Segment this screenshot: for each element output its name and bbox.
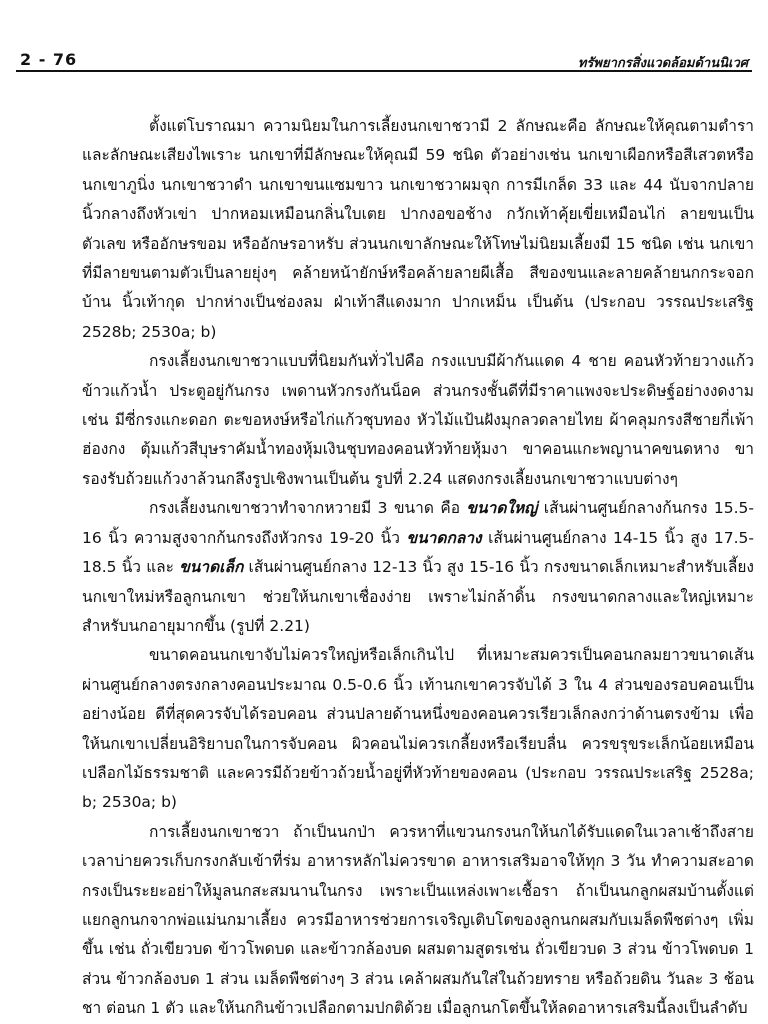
paragraph-perch-size: ขนาดคอนนกเขาจับไม่ควรใหญ่หรือเล็กเกินไป ที่เหมาะสมควรเป็นคอนกลมยาวขนาดเส้นผ่านศูนย์กลางตรงกลางคอนประมาณ 0.5-0.6 นิ้ว เท้านกเขาควรจับได้ 3 ใน 4 ส่วนของรอบคอนเป็นอย่างน้อย ดีที่สุดควรจับได้รอบคอน ส่วนปลายด้านหนึ่งของคอนควรเรียวเล็กลงกว่าด้านตรงข้าม เพื่อให้นกเขาเปลี่ยนอิริยาบถในการจับคอน ผิวคอนไม่ควรเกลี้ยงหรือเรียบลื่น ควรขรุขระเล็กน้อยเหมือนเปลือกไม้ธรรมชาติ และควรมีถ้วยข้าวถ้วยน้ำอยู่ที่หัวท้ายของคอน (ประกอบ วรรณประเสริฐ 2528a; b; 2530a; b) (82, 646, 754, 812)
size-medium-term: ขนาดกลาง (406, 528, 482, 547)
running-title: ทรัพยากรสิ่งแวดล้อมด้านนิเวศ (577, 56, 748, 71)
cage-sizes-text: เส้นผ่านศูนย์กลาง 12-13 นิ้ว สูง 15-16 นิ้ว กรงขนาดเล็กเหมาะสำหรับเลี้ยงนกเขาใหม่หรือลูกนกเขา ช่วยให้นกเขาเชื่องง่าย เพราะไม่กล้าดิ้น กรงขนาดกลางและใหญ่เหมาะสำหรับนกอายุมากขึ้น (รูปที่ 2.21) (82, 558, 754, 635)
paragraph-bird-characteristics: ตั้งแต่โบราณมา ความนิยมในการเลี้ยงนกเขาชวามี 2 ลักษณะคือ ลักษณะให้คุณตามตำรา และลักษณะเสียงไพเราะ นกเขาที่มีลักษณะให้คุณมี 59 ชนิด ตัวอย่างเช่น นกเขาเผือกหรือสีเสวตหรือนกเขาภูนิ่ง นกเขาชวาดำ นกเขาขนแซมขาว นกเขาชวาผมจุก การมีเกล็ด 33 และ 44 นับจากปลายนิ้วกลางถึงหัวเข่า ปากหอมเหมือนกลิ่นใบเตย ปากงอขอช้าง กวักเท้าคุ้ยเขี่ยเหมือนไก่ ลายขนเป็นตัวเลข หรืออักษรขอม หรืออักษรอาหรับ ส่วนนกเขาลักษณะให้โทษไม่นิยมเลี้ยงมี 15 ชนิด เช่น นกเขาที่มีลายขนตามตัวเป็นลายยุ่งๆ คล้ายหน้ายักษ์หรือคล้ายลายผีเสื้อ สีของขนและลายคล้ายนกกระจอกบ้าน นิ้วเท้ากุด ปากห่างเป็นช่องลม ฝ่าเท้าสีแดงมาก ปากเหม็น เป็นต้น (ประกอบ วรรณประเสริฐ 2528b; 2530a; b) (82, 117, 754, 341)
page-header (16, 50, 752, 72)
header-rule (16, 70, 752, 72)
paragraph-bird-care: การเลี้ยงนกเขาชวา ถ้าเป็นนกป่า ควรหาที่แขวนกรงนกให้นกได้รับแดดในเวลาเช้าถึงสาย เวลาบ่ายควรเก็บกรงกลับเข้าที่ร่ม อาหารหลักไม่ควรขาด อาหารเสริมอาจให้ทุก 3 วัน ทำความสะอาดกรงเป็นระยะอย่าให้มูลนกสะสมนานในกรง เพราะเป็นแหล่งเพาะเชื้อรา ถ้าเป็นนกลูกผสมบ้านตั้งแต่แยกลูกนกจากพ่อแม่นกมาเลี้ยง ควรมีอาหารช่วยการเจริญเติบโตของลูกนกผสมกับเมล็ดพืชต่างๆ เพิ่มขึ้น เช่น ถั่วเขียวบด ข้าวโพดบด และข้าวกล้องบด ผสมตามสูตรเช่น ถั่วเขียวบด 3 ส่วน ข้าวโพดบด 1 ส่วน ข้าวกล้องบด 1 ส่วน เมล็ดพืชต่างๆ 3 ส่วน เคล้าผสมกันใส่ในถ้วยทราย หรือถ้วยดิน วันละ 3 ช้อนชา ต่อนก 1 ตัว และให้นกกินข้าวเปลือกตามปกติด้วย เมื่อลูกนกโตขึ้นให้ลดอาหารเสริมนี้ลงเป็นลำดับ (82, 822, 754, 1018)
body-text (82, 112, 754, 1024)
size-small-term: ขนาดเล็ก (179, 558, 244, 577)
paragraph-cage-styles: กรงเลี้ยงนกเขาชวาแบบที่นิยมกันทั่วไปคือ กรงแบบมีผ้ากันแดด 4 ชาย คอนหัวท้ายวางแก้วข้าวแก้วน้ำ ประตูอยู่กันกรง เพดานหัวกรงกันน็อค ส่วนกรงชั้นดีที่มีราคาแพงจะประดิษฐ์อย่างงดงาม เช่น มีซี่กรงแกะดอก ตะขอหงษ์หรือไก่แก้วชุบทอง หัวไม้แป้นฝังมุกลวดลายไทย ผ้าคลุมกรงสีชายกี่เพ้าฮ่องกง ตุ้มแก้วสีบุษราคัมน้ำทองหุ้มเงินชุบทองคอนหัวท้ายหุ้มงา ขาคอนแกะพญานาคขนดหาง ขารองรับถ้วยแก้วงาล้วนกลึงรูปเชิงพานเป็นต้น รูปที่ 2.24 แสดงกรงเลี้ยงนกเขาชวาแบบต่างๆ (82, 352, 754, 488)
paragraph-cage-sizes (82, 494, 754, 641)
size-large-term: ขนาดใหญ่ (466, 499, 538, 518)
page-number: 2 - 76 (20, 50, 78, 69)
cage-sizes-text: กรงเลี้ยงนกเขาชวาทำจากหวายมี 3 ขนาด คือ (149, 499, 467, 518)
cage-sizes-text: เส้นผ่านศูนย์กลาง 14-15 นิ้ว สูง 17.5-18.5 นิ้ว และ (82, 528, 754, 577)
cage-sizes-text: เส้นผ่านศูนย์กลางก้นกรง 15.5-16 นิ้ว ความสูงจากก้นกรงถึงหัวกรง 19-20 นิ้ว (82, 499, 754, 547)
